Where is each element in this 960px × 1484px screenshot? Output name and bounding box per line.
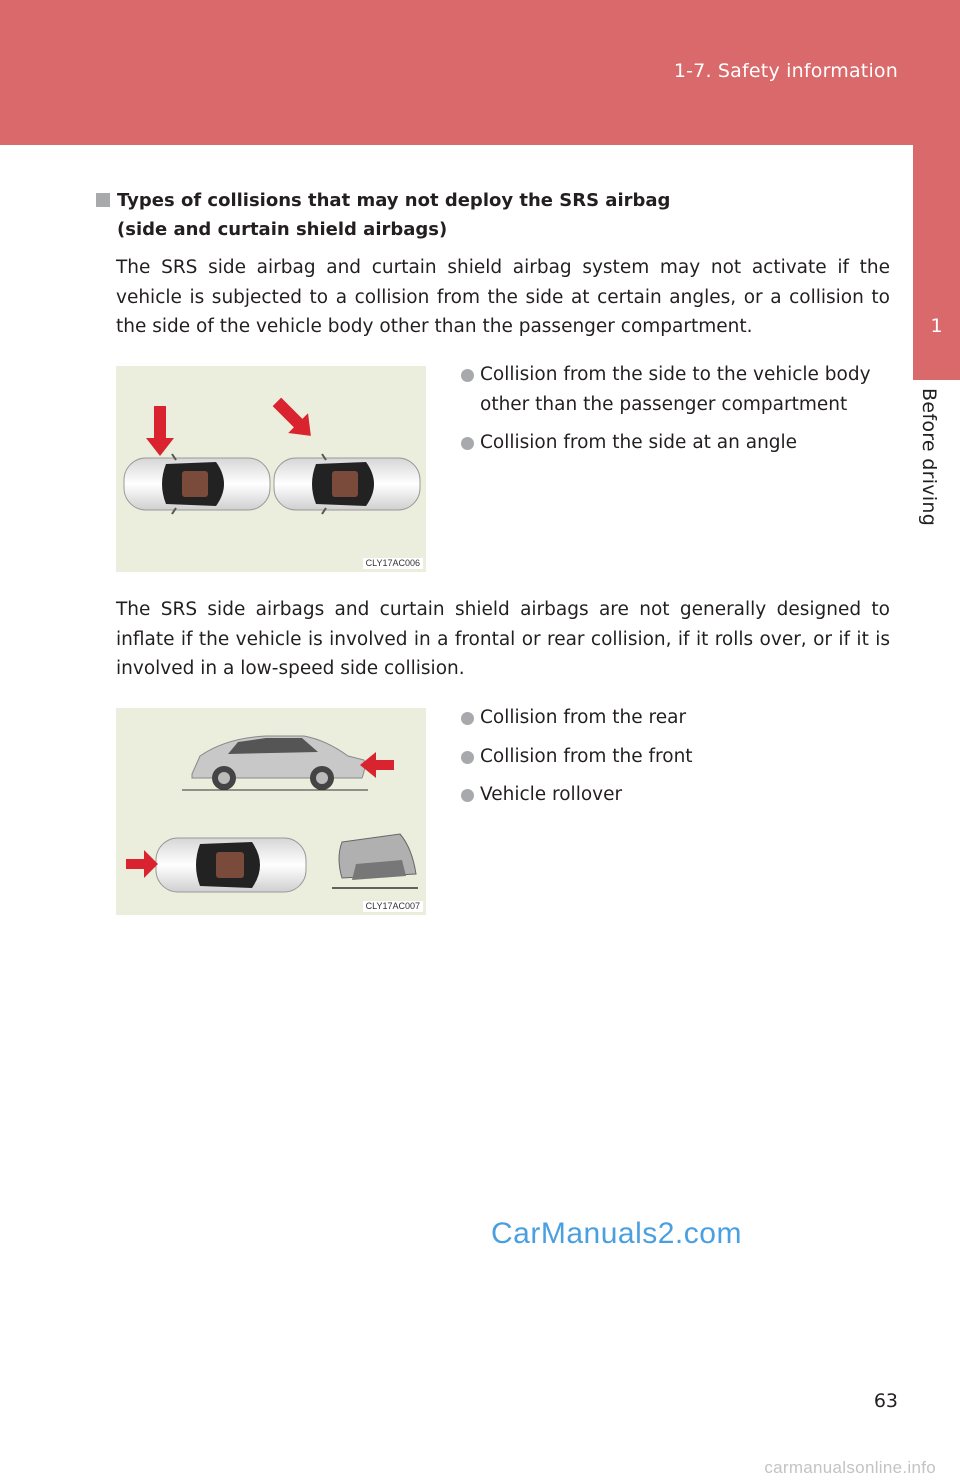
figure-non-deploy-collisions xyxy=(116,708,426,915)
list-item: Collision from the side at an angle xyxy=(433,428,903,458)
chapter-number: 1 xyxy=(930,315,943,337)
bullet-dot-icon xyxy=(461,437,474,450)
collision-arrow-icon xyxy=(267,392,321,446)
figure-side-collision xyxy=(116,366,426,572)
collision-arrow-icon xyxy=(146,406,174,456)
heading-line-1: Types of collisions that may not deploy the SRS airbag xyxy=(117,190,671,211)
heading-line-2: (side and curtain shield airbags) xyxy=(117,219,448,240)
footer-url[interactable]: carmanualsonline.info xyxy=(764,1458,936,1477)
list-item: Collision from the side to the vehicle body other than the passenger compartment xyxy=(433,360,903,419)
collision-arrow-icon xyxy=(126,850,158,878)
paragraph-1: The SRS side airbag and curtain shield airbag system may not activate if the vehicle is subjected to a collision from the side at certain angles, or a collision to the side of the vehicle body other than the passenger compartment. xyxy=(116,257,890,337)
side-collision-illustration xyxy=(116,366,426,572)
bullet-list-1 xyxy=(433,360,903,467)
figure-code: CLY17AC006 xyxy=(363,558,423,569)
page-header xyxy=(0,0,960,145)
paragraph-2: The SRS side airbags and curtain shield airbags are not generally designed to inflate if the vehicle is involved in a frontal or rear collision, if it rolls over, or if it is involved in a low-speed side collision. xyxy=(116,599,890,679)
watermark-link[interactable]: CarManuals2.com xyxy=(491,1217,742,1250)
list-item: Vehicle rollover xyxy=(433,780,903,810)
list-item: Collision from the front xyxy=(433,742,903,772)
chapter-label: Before driving xyxy=(918,388,940,527)
car-side-view-icon xyxy=(182,736,368,790)
bullet-dot-icon xyxy=(461,751,474,764)
chapter-tab xyxy=(913,145,960,380)
rollover-car-icon xyxy=(332,834,418,888)
figure-code: CLY17AC007 xyxy=(363,901,423,912)
car-top-view-icon xyxy=(274,454,420,514)
bullet-dot-icon xyxy=(461,789,474,802)
footer xyxy=(0,1454,960,1484)
bullet-dot-icon xyxy=(461,369,474,382)
section-heading xyxy=(96,186,816,244)
car-top-view-icon xyxy=(156,838,306,892)
car-top-view-icon xyxy=(124,454,270,514)
bullet-list-2 xyxy=(433,703,903,819)
collision-types-illustration xyxy=(116,708,426,915)
bullet-dot-icon xyxy=(461,712,474,725)
page-number: 63 xyxy=(873,1390,898,1412)
list-item: Collision from the rear xyxy=(433,703,903,733)
collision-arrow-icon xyxy=(360,752,394,778)
section-title: 1-7. Safety information xyxy=(673,60,898,82)
heading-square-icon xyxy=(96,193,110,207)
